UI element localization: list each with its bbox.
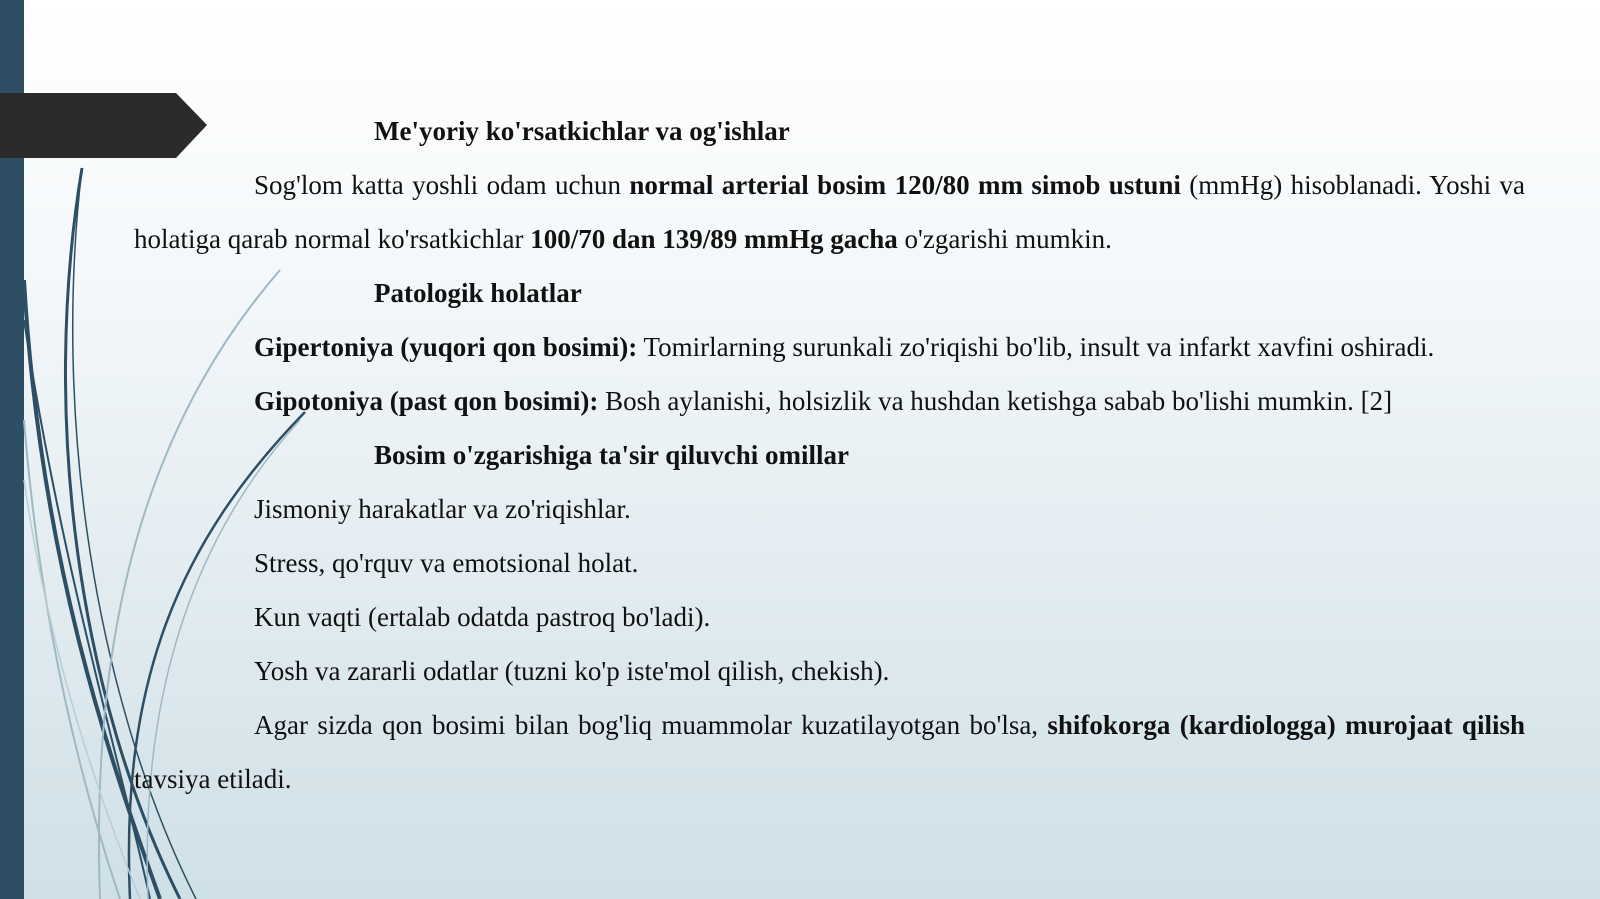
advice-emphasis: shifokorga (kardiologga) murojaat qilish bbox=[1047, 710, 1525, 740]
heading-norms: Me'yoriy ko'rsatkichlar va og'ishlar bbox=[374, 116, 790, 146]
heading-factors: Bosim o'zgarishiga ta'sir qiluvchi omillar bbox=[374, 440, 850, 470]
factor-item: Stress, qo'rquv va emotsional holat. bbox=[254, 548, 639, 578]
paragraph-hypertension: Gipertoniya (yuqori qon bosimi): Tomirlarning surunkali zo'riqishi bo'lib, insult va infarkt xavfini oshiradi. bbox=[254, 332, 1435, 362]
factor-item: Jismoniy harakatlar va zo'riqishlar. bbox=[254, 494, 631, 524]
paragraph-advice: Agar sizda qon bosimi bilan bog'liq muammolar kuzatilayotgan bo'lsa, shifokorga (kardiologga) murojaat qilish tavsiya etiladi. bbox=[134, 710, 1525, 794]
normal-range-value: 100/70 dan 139/89 mmHg gacha bbox=[530, 224, 898, 254]
heading-pathology: Patologik holatlar bbox=[374, 278, 582, 308]
normal-pressure-value: normal arterial bosim 120/80 mm simob ustuni bbox=[629, 170, 1181, 200]
paragraph-hypotension: Gipotoniya (past qon bosimi): Bosh aylanishi, holsizlik va hushdan ketishga sabab bo'lishi mumkin. [2] bbox=[254, 386, 1393, 416]
hypertension-term: Gipertoniya (yuqori qon bosimi): bbox=[254, 332, 638, 362]
slide-body bbox=[134, 104, 1525, 806]
factor-item: Yosh va zararli odatlar (tuzni ko'p iste'mol qilish, chekish). bbox=[254, 656, 890, 686]
factor-item: Kun vaqti (ertalab odatda pastroq bo'ladi). bbox=[254, 602, 711, 632]
paragraph-normal-pressure: Sog'lom katta yoshli odam uchun normal arterial bosim 120/80 mm simob ustuni (mmHg) hisoblanadi. Yoshi va holatiga qarab normal ko'rsatkichlar 100/70 dan 139/89 mmHg gacha o'zgarishi mumkin. bbox=[134, 170, 1525, 254]
hypotension-term: Gipotoniya (past qon bosimi): bbox=[254, 386, 599, 416]
